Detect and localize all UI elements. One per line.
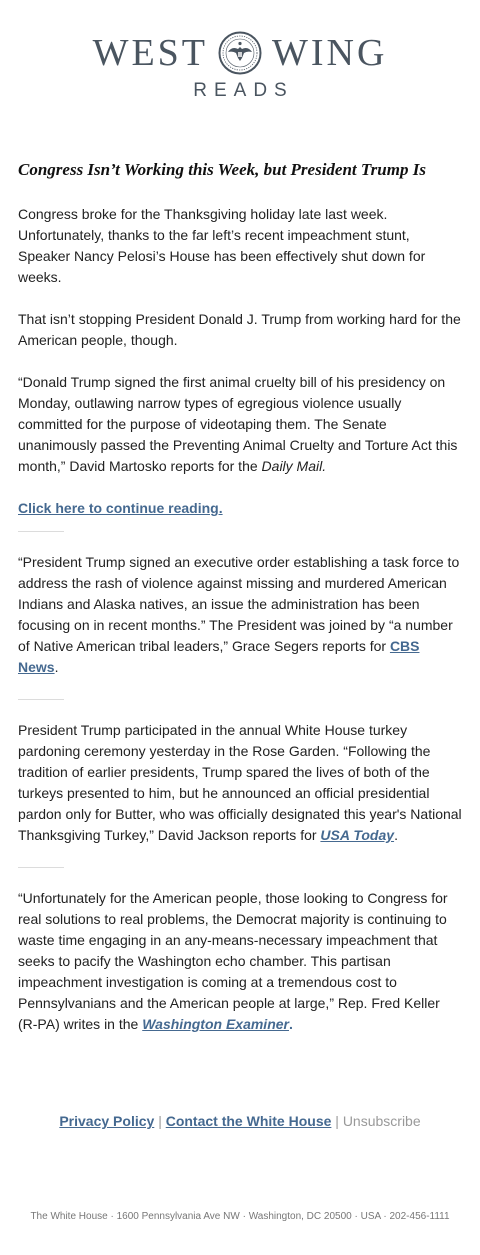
footer-links xyxy=(0,1111,480,1132)
paragraph-3-text: “Donald Trump signed the first animal cruelty bill of his presidency on Monday, outlawing narrow types of egregious violence usually committed for the purpose of videotaping them. The Senate unanimously passed the Preventing Animal Cruelty and Torture Act this month,” David Martosko reports for the xyxy=(18,374,458,474)
west-wing-reads-logo xyxy=(0,28,480,102)
usa-today-link[interactable]: USA Today xyxy=(320,827,395,843)
divider xyxy=(18,699,64,700)
news-item-text: “Unfortunately for the American people, those looking to Congress for real solutions to real problems, the Democrat majority is continuing to waste time engaging in an any-means-necessary impeachment that seeks to pacify the Washington echo chamber. This partisan impeachment investigation is coming at a tremendous cost to Pennsylvanians and the American people at large,” Rep. Fred Keller (R-PA) writes in the xyxy=(18,890,448,1032)
article-paragraph-1: Congress broke for the Thanksgiving holiday late last week. Unfortunately, thanks to the far left’s recent impeachment stunt, Speaker Nancy Pelosi’s House has been effectively shut down for weeks. xyxy=(18,206,426,285)
continue-reading-paragraph xyxy=(18,498,463,519)
logo-row xyxy=(0,28,480,78)
article-body xyxy=(18,158,463,1056)
unsubscribe-link[interactable]: Unsubscribe xyxy=(342,1113,421,1129)
daily-mail-source: Daily Mail. xyxy=(261,458,327,474)
article-title: Congress Isn’t Working this Week, but President Trump Is xyxy=(18,160,426,179)
contact-white-house-link[interactable]: Contact the White House xyxy=(165,1113,332,1129)
logo-subtitle: READS xyxy=(193,80,294,101)
news-item-cbs xyxy=(18,552,463,678)
privacy-policy-link[interactable]: Privacy Policy xyxy=(59,1113,155,1129)
logo-word-left: WEST xyxy=(92,32,209,74)
footer-address: The White House · 1600 Pennsylvania Ave NW · Washington, DC 20500 · USA · 202-456-1111 xyxy=(30,1211,450,1222)
news-item-text: “President Trump signed an executive order establishing a task force to address the rash of violence against missing and murdered American Indians and Alaska natives, an issue the administration has been focusing on in recent months.” The President was joined by “a number of Native American tribal leaders,” Grace Segers reports for xyxy=(18,554,460,654)
footer-separator: | xyxy=(335,1113,339,1129)
washington-examiner-link[interactable]: Washington Examiner xyxy=(142,1016,289,1032)
divider xyxy=(18,531,64,532)
news-item-washington-examiner xyxy=(18,888,463,1035)
presidential-seal-icon xyxy=(218,31,262,75)
washington-examiner-period[interactable]: . xyxy=(289,1016,293,1032)
news-item-text: President Trump participated in the annual White House turkey pardoning ceremony yesterday in the Rose Garden. “Following the tradition of earlier presidents, Trump spared the lives of both of the turkeys presented to him, but he announced an official presidential pardon only for Butter, who was officially designated this year's National Thanksgiving Turkey,” David Jackson reports for xyxy=(18,722,462,843)
news-item-tail: . xyxy=(394,827,398,843)
cbs-news-link[interactable]: CBS News xyxy=(18,638,420,675)
footer-separator: | xyxy=(158,1113,162,1129)
news-item-tail: . xyxy=(54,659,59,675)
article-paragraph-2: That isn’t stopping President Donald J. Trump from working hard for the American people, though. xyxy=(18,311,461,348)
article-paragraph-3 xyxy=(18,372,463,477)
continue-reading-link[interactable]: Click here to continue reading. xyxy=(18,500,223,516)
logo-word-right: WING xyxy=(272,32,388,74)
news-item-usa-today xyxy=(18,720,463,846)
divider xyxy=(18,867,64,868)
